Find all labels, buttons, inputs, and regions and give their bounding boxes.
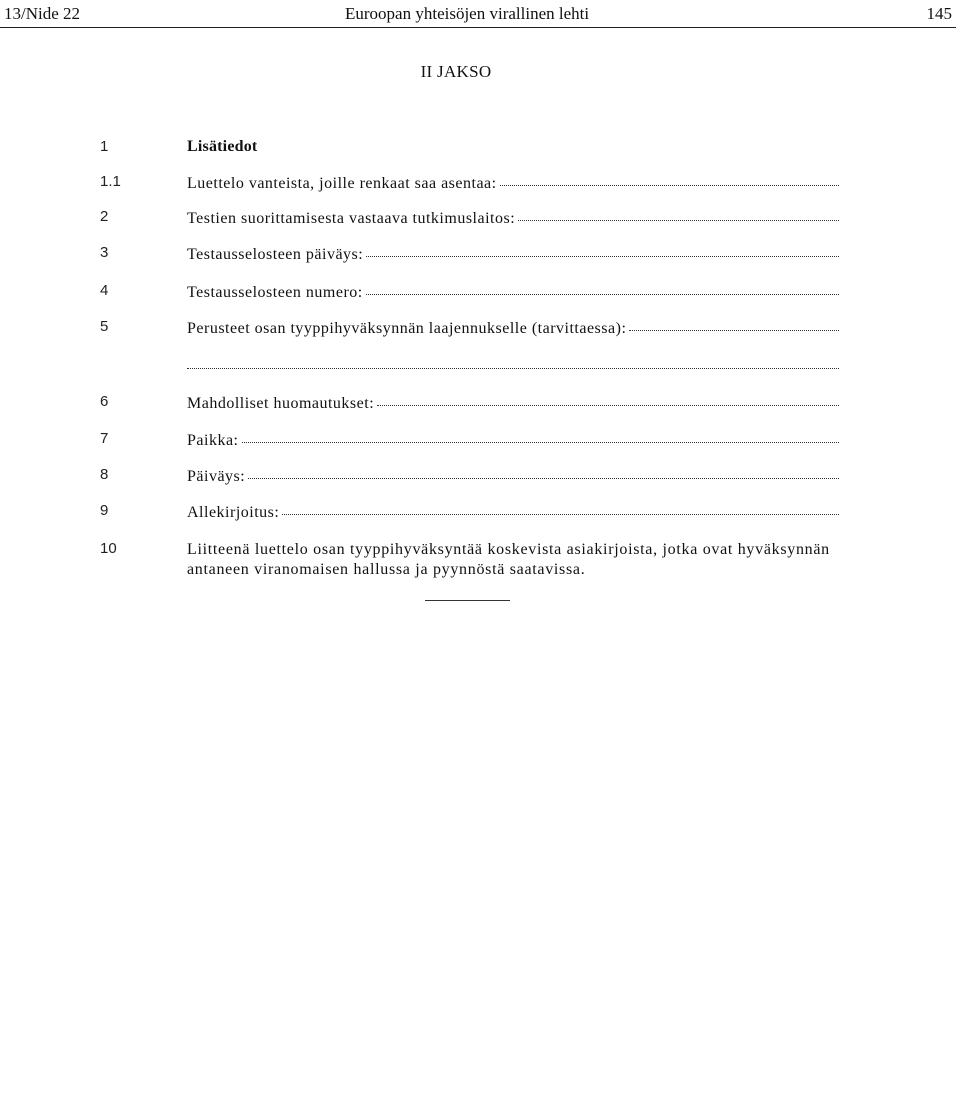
test-institute-field[interactable] [187,208,839,230]
form-item-5 [0,318,960,340]
form-item-2 [0,208,960,230]
extension-grounds-field[interactable] [187,318,839,340]
field-label: Testien suorittamisesta vastaava tutkimuslaitos: [187,210,516,227]
field-label: Testausselosteen päiväys: [187,246,364,263]
item-number: 8 [100,466,109,483]
rims-list-field[interactable] [187,173,839,195]
item-number: 1 [100,138,109,155]
fill-in-line[interactable] [248,464,839,479]
header-divider [0,27,956,28]
remarks-field[interactable] [187,393,839,415]
form-item-1-1 [0,173,960,195]
report-date-field[interactable] [187,244,839,266]
item-number: 7 [100,430,109,447]
fill-in-line[interactable] [366,280,839,295]
end-of-section-rule [425,600,510,601]
form-item-9 [0,502,960,524]
item-number: 10 [100,540,117,557]
fill-in-line[interactable] [629,316,839,331]
date-field[interactable] [187,466,839,488]
signature-field[interactable] [187,502,839,524]
field-label: Allekirjoitus: [187,504,280,521]
attachment-note-line-2: antaneen viranomaisen hallussa ja pyynnöstä saatavissa. [187,561,586,578]
heading-field [187,138,839,160]
item-number: 9 [100,502,109,519]
item-number: 1.1 [100,173,121,190]
field-label: Paikka: [187,432,239,449]
fill-in-line[interactable] [282,500,839,515]
fill-in-line[interactable] [518,206,839,221]
fill-in-line[interactable] [242,428,840,443]
section-title-text: II JAKSO [420,62,492,81]
report-number-field[interactable] [187,282,839,304]
item-number: 2 [100,208,109,225]
form-item-6 [0,393,960,415]
form-item-7 [0,430,960,452]
fill-in-line[interactable] [366,242,839,257]
item-number: 4 [100,282,109,299]
additional-info-heading: Lisätiedot [187,138,258,155]
item-number: 6 [100,393,109,410]
volume-label: 13/Nide 22 [4,4,81,23]
field-label: Perusteet osan tyyppihyväksynnän laajennukselle (tarvittaessa): [187,320,627,337]
attachment-note [187,540,877,580]
page-number: 145 [926,4,952,23]
form-item-8 [0,466,960,488]
form-item-4 [0,282,960,304]
page-header [0,0,960,30]
form-item-1 [0,138,960,160]
journal-title: Euroopan yhteisöjen virallinen lehti [345,4,590,23]
item-number: 3 [100,244,109,261]
field-label: Testausselosteen numero: [187,284,363,301]
field-label: Luettelo vanteista, joille renkaat saa asentaa: [187,175,497,192]
extension-grounds-continuation-line[interactable] [187,368,839,369]
item-number: 5 [100,318,109,335]
fill-in-line[interactable] [377,391,839,406]
attachment-note-line-1: Liitteenä luettelo osan tyyppihyväksyntää koskevista asiakirjoista, jotka ovat hyväksynnän [187,541,830,558]
fill-in-line[interactable] [500,171,839,186]
section-title [0,62,960,82]
form-item-3 [0,244,960,266]
field-label: Päiväys: [187,468,246,485]
place-field[interactable] [187,430,839,452]
field-label: Mahdolliset huomautukset: [187,395,375,412]
